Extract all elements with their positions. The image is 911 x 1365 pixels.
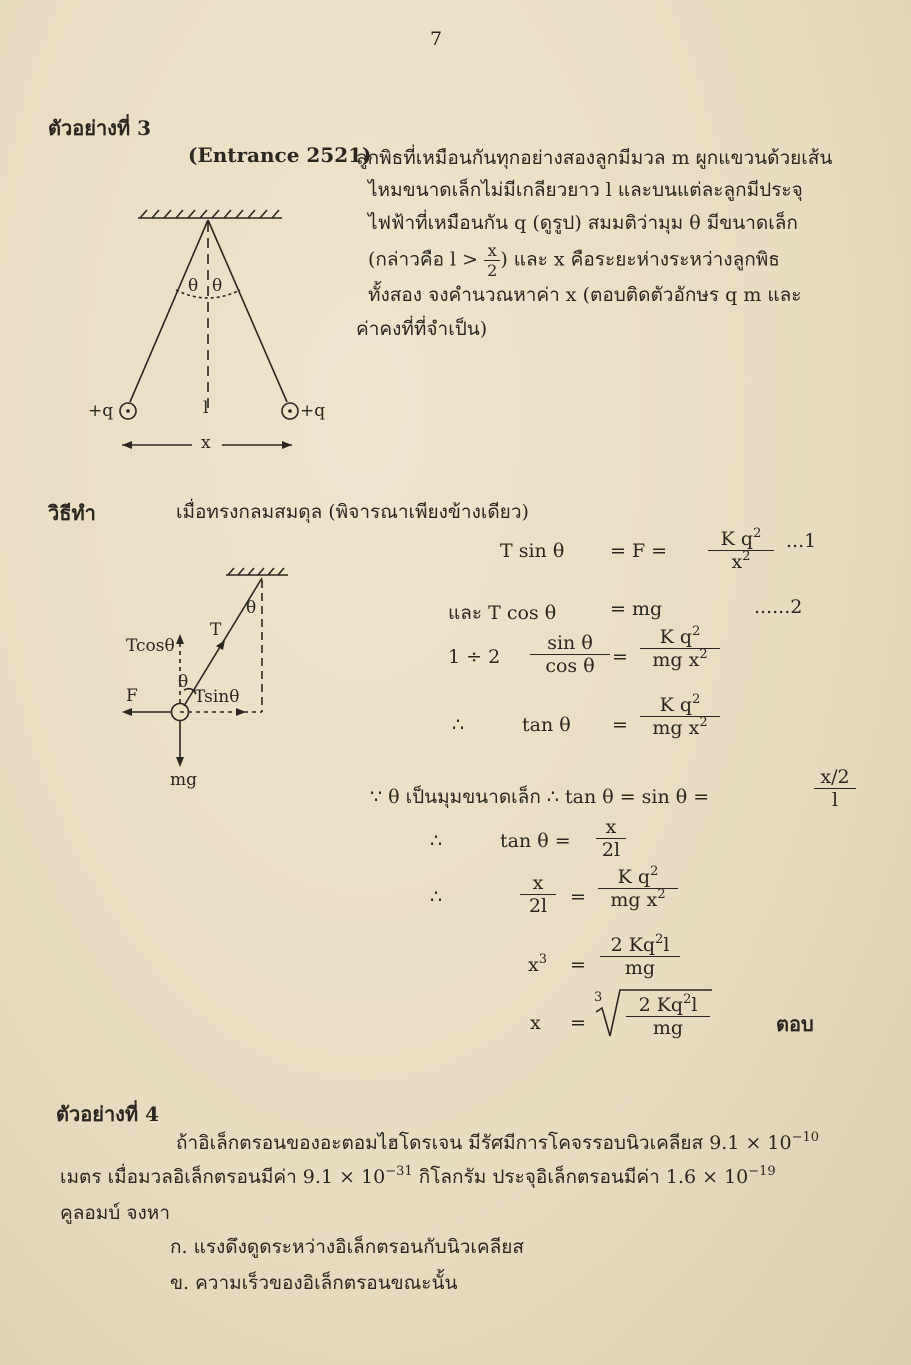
eq9-den: mg xyxy=(652,1017,684,1039)
eq1-mid: = F = xyxy=(610,540,668,562)
eq3-fd: cos θ xyxy=(545,655,595,677)
theta-left-label: θ xyxy=(188,276,199,296)
mg-label: mg xyxy=(170,770,198,790)
eq3-num: K q xyxy=(659,626,693,648)
eq8-fraction: 2 Kq$^2$l mg xyxy=(600,934,680,979)
example4-exp1: −10 xyxy=(791,1130,820,1145)
theta-right-label: θ xyxy=(212,276,223,296)
eq9-root-index: 3 xyxy=(594,990,603,1005)
fraction-numerator: x xyxy=(484,241,500,261)
eq7-den-exp: 2 xyxy=(657,887,666,902)
eq7-fden: 2l xyxy=(528,895,548,917)
eq1-lhs: T sin θ xyxy=(500,540,565,562)
theta-top-label: θ xyxy=(246,598,257,618)
fraction-denominator: 2 xyxy=(487,261,498,280)
t-label: T xyxy=(210,620,222,640)
example4-line2b: กิโลกรัม ประจุอิเล็กตรอนมีค่า 1.6 × 10 xyxy=(418,1166,749,1188)
eq8-x: x xyxy=(528,954,539,976)
example3-source: (Entrance 2521) xyxy=(188,143,372,167)
eq3-den: mg x xyxy=(652,649,700,671)
eq4-num-exp: 2 xyxy=(692,692,701,707)
eq4-den-exp: 2 xyxy=(699,715,708,730)
example3-heading: ตัวอย่างที่ 3 xyxy=(48,116,152,140)
eq3-den-exp: 2 xyxy=(699,647,708,662)
example3-line5: ทั้งสอง จงคำนวณหาค่า x (ตอบติดตัวอักษร q m และ xyxy=(368,284,802,306)
eq4-lhs: ∴ xyxy=(452,714,465,736)
charge-left-label: +q xyxy=(88,401,114,421)
eq8-num: 2 Kq xyxy=(610,934,656,956)
eq1-den-exp: 2 xyxy=(742,549,751,564)
example4-line3: คูลอมบ์ จงหา xyxy=(60,1202,170,1224)
example4-heading: ตัวอย่างที่ 4 xyxy=(56,1102,160,1126)
example3-line4a: (กล่าวคือ l > xyxy=(368,248,479,271)
tsin-label: Tsinθ xyxy=(194,687,240,707)
solution-intro: เมื่อทรงกลมสมดุล (พิจารณาเพียงข้างเดียว) xyxy=(176,501,529,523)
example3-line1: ลูกพิธที่เหมือนกันทุกอย่างสองลูกมีมวล m ผูกแขวนด้วยเส้น xyxy=(356,147,833,169)
eq4-num: K q xyxy=(659,694,693,716)
eq7-eq: = xyxy=(570,886,586,908)
eq9-eq: = xyxy=(570,1012,586,1034)
eq8-num2: l xyxy=(663,934,670,956)
eq3-num-exp: 2 xyxy=(692,624,701,639)
example4-exp3: −19 xyxy=(748,1164,776,1179)
eq5-den: l xyxy=(831,789,839,811)
answer-label: ตอบ xyxy=(776,1012,814,1036)
eq6-den: 2l xyxy=(601,839,621,861)
eq7-lhs: ∴ xyxy=(430,886,443,908)
example4-item-b: ข. ความเร็วของอิเล็กตรอนขณะนั้น xyxy=(170,1272,458,1294)
eq1-tag: ...1 xyxy=(786,530,817,552)
eq8-eq: = xyxy=(570,954,586,976)
example4-line2 xyxy=(60,1162,776,1192)
eq7-num-exp: 2 xyxy=(650,864,659,879)
eq6-fn: tan θ = xyxy=(500,830,571,852)
eq8-den: mg xyxy=(624,957,656,979)
eq3-fn: sin θ xyxy=(530,632,610,655)
example4-item-a: ก. แรงดึงดูดระหว่างอิเล็กตรอนกับนิวเคลียส xyxy=(170,1236,524,1258)
example4-line1-text: ถ้าอิเล็กตรอนของอะตอมไฮโดรเจน มีรัศมีการโคจรรอบนิวเคลียส 9.1 × 10 xyxy=(176,1132,792,1154)
theta-small-label: θ xyxy=(178,672,189,692)
example3-line3: ไฟฟ้าที่เหมือนกัน q (ดูรูป) สมมติว่ามุม θ มีขนาดเล็ก xyxy=(368,212,798,234)
solution-heading: วิธีทำ xyxy=(48,501,96,525)
eq9-lhs: x xyxy=(530,1012,541,1034)
eq1-num: K q xyxy=(720,528,754,550)
eq4-fn: tan θ xyxy=(522,714,571,736)
example3-line2: ไหมขนาดเล็กไม่มีเกลียวยาว l และบนแต่ละลูกมีประจุ xyxy=(368,179,803,201)
eq9-num2: l xyxy=(691,994,698,1016)
example4-line2a: เมตร เมื่อมวลอิเล็กตรอนมีค่า 9.1 × 10 xyxy=(60,1166,386,1188)
eq4-den: mg x xyxy=(652,717,700,739)
eq6-num: x xyxy=(596,816,626,839)
x-label: x xyxy=(201,433,211,453)
eq2-tag: ......2 xyxy=(754,596,803,618)
example3-line6: ค่าคงที่ที่จำเป็น) xyxy=(356,318,488,340)
tcos-label: Tcosθ xyxy=(126,636,175,656)
eq5-lhs: ∵ θ เป็นมุมขนาดเล็ก ∴ tan θ = sin θ = xyxy=(370,786,710,808)
eq3-eq: = xyxy=(612,646,628,668)
example3-line4b: ) และ x คือระยะห่างระหว่างลูกพิธ xyxy=(500,248,780,271)
eq3-lhs: 1 ÷ 2 xyxy=(448,646,501,668)
eq7-den: mg x xyxy=(610,889,658,911)
eq8-exp: 3 xyxy=(538,952,547,967)
eq2-lhs: และ T cos θ xyxy=(448,602,557,624)
example4-exp2: −31 xyxy=(385,1164,413,1179)
eq1-den: x xyxy=(731,551,743,573)
eq7-fnum: x xyxy=(520,872,556,895)
eq5-num: x/2 xyxy=(814,766,856,789)
eq9-num: 2 Kq xyxy=(638,994,684,1016)
example4-line1 xyxy=(176,1128,819,1158)
l-label: l xyxy=(203,398,209,418)
eq9-fraction: 2 Kq$^2$l mg xyxy=(626,994,710,1039)
charge-right-label: +q xyxy=(300,401,326,421)
page-number: 7 xyxy=(430,28,443,50)
eq4-eq: = xyxy=(612,714,628,736)
eq1-num-exp: 2 xyxy=(753,526,762,541)
eq7-num: K q xyxy=(617,866,651,888)
eq6-lhs: ∴ xyxy=(430,830,443,852)
eq2-mid: = mg xyxy=(610,598,663,620)
f-label: F xyxy=(126,686,138,706)
